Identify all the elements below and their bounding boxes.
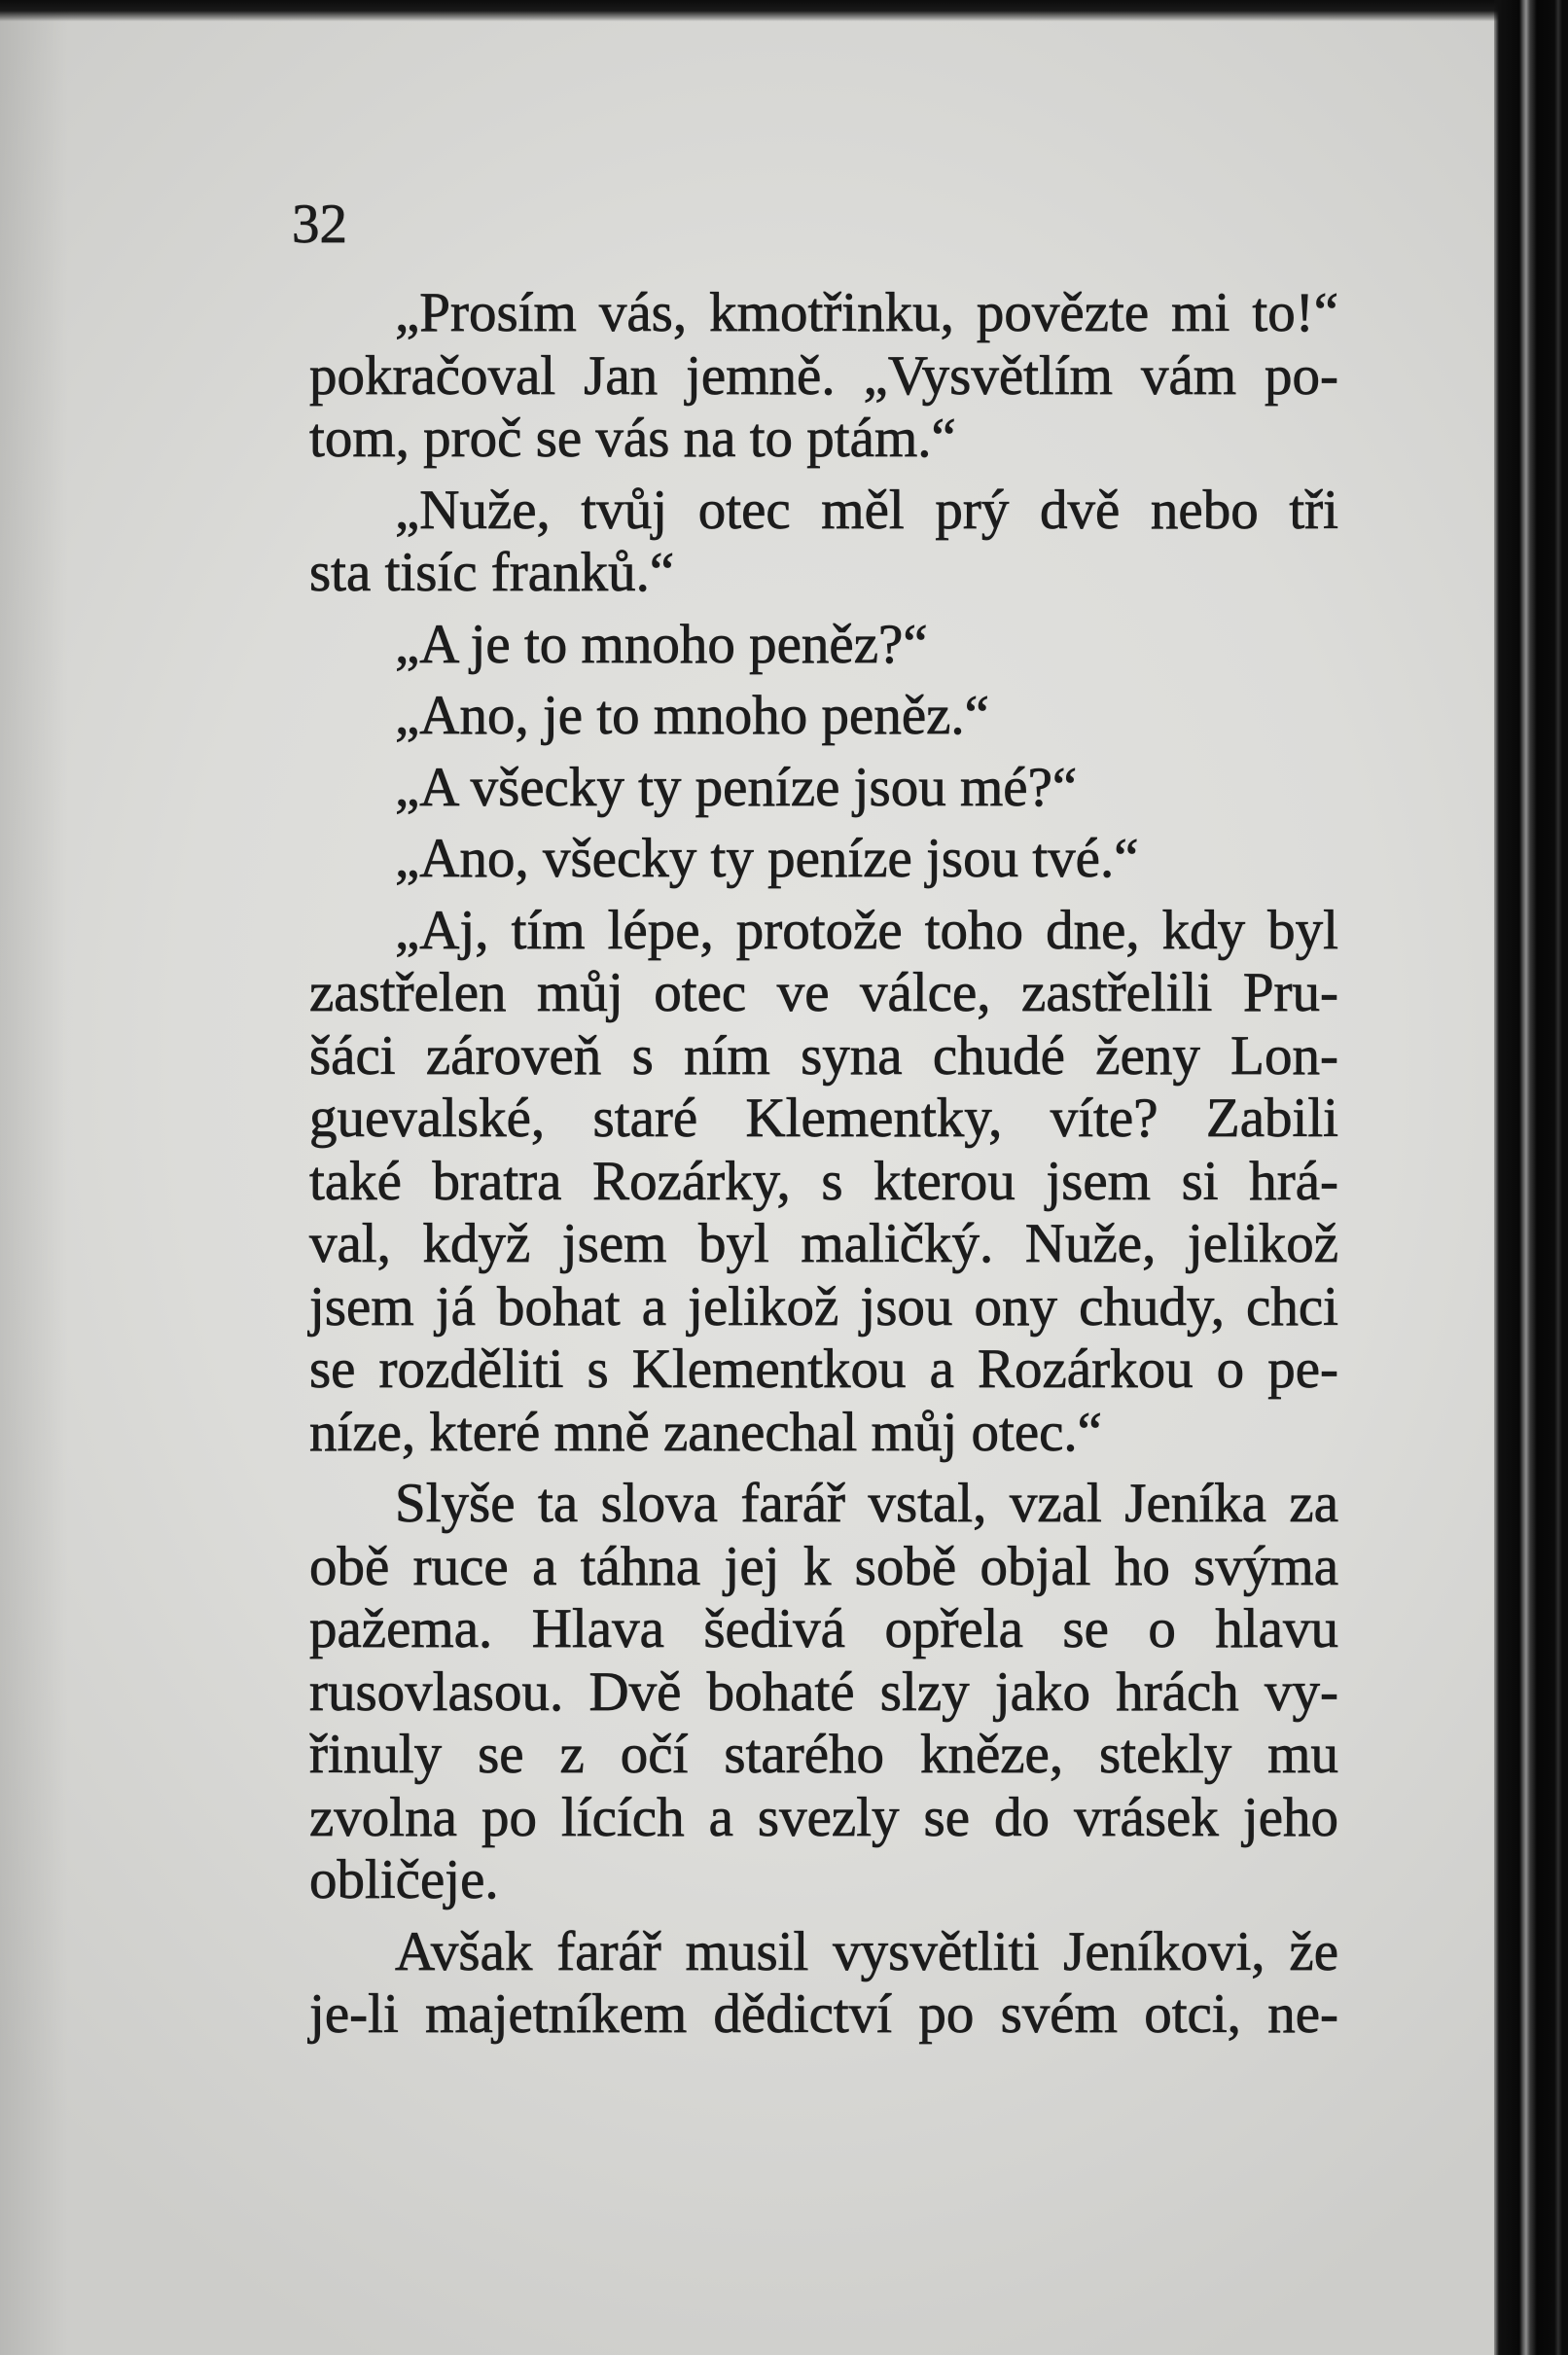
text-line: šáci zároveň s ním syna chudé ženy Lon- [309,1024,1338,1087]
text-line: je-li majetníkem dědictví po svém otci, ne- [309,1983,1338,2045]
scan-border-right [1494,0,1568,2355]
text-line: pokračoval Jan jemně. „Vysvětlím vám po- [309,344,1338,407]
text-line: „Nuže, tvůj otec měl prý dvě nebo tři [395,479,1338,541]
text-line: tom, proč se vás na to ptám.“ [309,408,956,469]
text-line: „Ano, všecky ty peníze jsou tvé.“ [395,828,1139,889]
text-line: obličeje. [309,1849,499,1910]
text-line: „Aj, tím lépe, protože toho dne, kdy byl [395,899,1338,961]
text-line: řinuly se z očí starého kněze, stekly mu [309,1724,1338,1785]
text-line: pažema. Hlava šedivá opřela se o hlavu [309,1598,1338,1659]
paragraph [309,614,1338,677]
text-line: jsem já bohat a jelikož jsou ony chudy, chci [309,1275,1338,1338]
text-block [309,282,1338,2047]
page-number: 32 [292,194,347,255]
text-line: obě ruce a táhna jej k sobě objal ho svýma [309,1535,1338,1597]
text-line: „A je to mnoho peněz?“ [395,613,928,675]
text-line: „A všecky ty peníze jsou mé?“ [395,756,1078,818]
paragraph [309,1921,1338,2047]
text-line: zastřelen můj otec ve válce, zastřelili Pru- [309,962,1338,1023]
text-line: zvolna po lících a svezly se do vrásek jeho [309,1786,1338,1848]
text-line: Slyše ta slova farář vstal, vzal Jeníka za [395,1473,1338,1534]
text-line: sta tisíc franků.“ [309,542,675,603]
scan-border-top [0,0,1568,21]
paragraph [309,1473,1338,1912]
text-line: se rozděliti s Klementkou a Rozárkou o pe- [309,1338,1338,1400]
paragraph [309,900,1338,1465]
text-line: val, když jsem byl maličký. Nuže, jelikož [309,1213,1338,1274]
paragraph [309,282,1338,471]
text-line: „Prosím vás, kmotřinku, povězte mi to!“ [395,282,1338,343]
paragraph [309,480,1338,605]
text-line: rusovlasou. Dvě bohaté slzy jako hrách vy- [309,1660,1338,1723]
text-line: níze, které mně zanechal můj otec.“ [309,1401,1102,1463]
text-line: Avšak farář musil vysvětliti Jeníkovi, že [395,1920,1338,1982]
text-line: guevalské, staré Klementky, víte? Zabili [309,1088,1338,1149]
paragraph [309,828,1338,891]
text-line: „Ano, je to mnoho peněz.“ [395,685,989,746]
paragraph [309,757,1338,820]
paragraph [309,685,1338,748]
text-line: také bratra Rozárky, s kterou jsem si hrá- [309,1150,1338,1212]
